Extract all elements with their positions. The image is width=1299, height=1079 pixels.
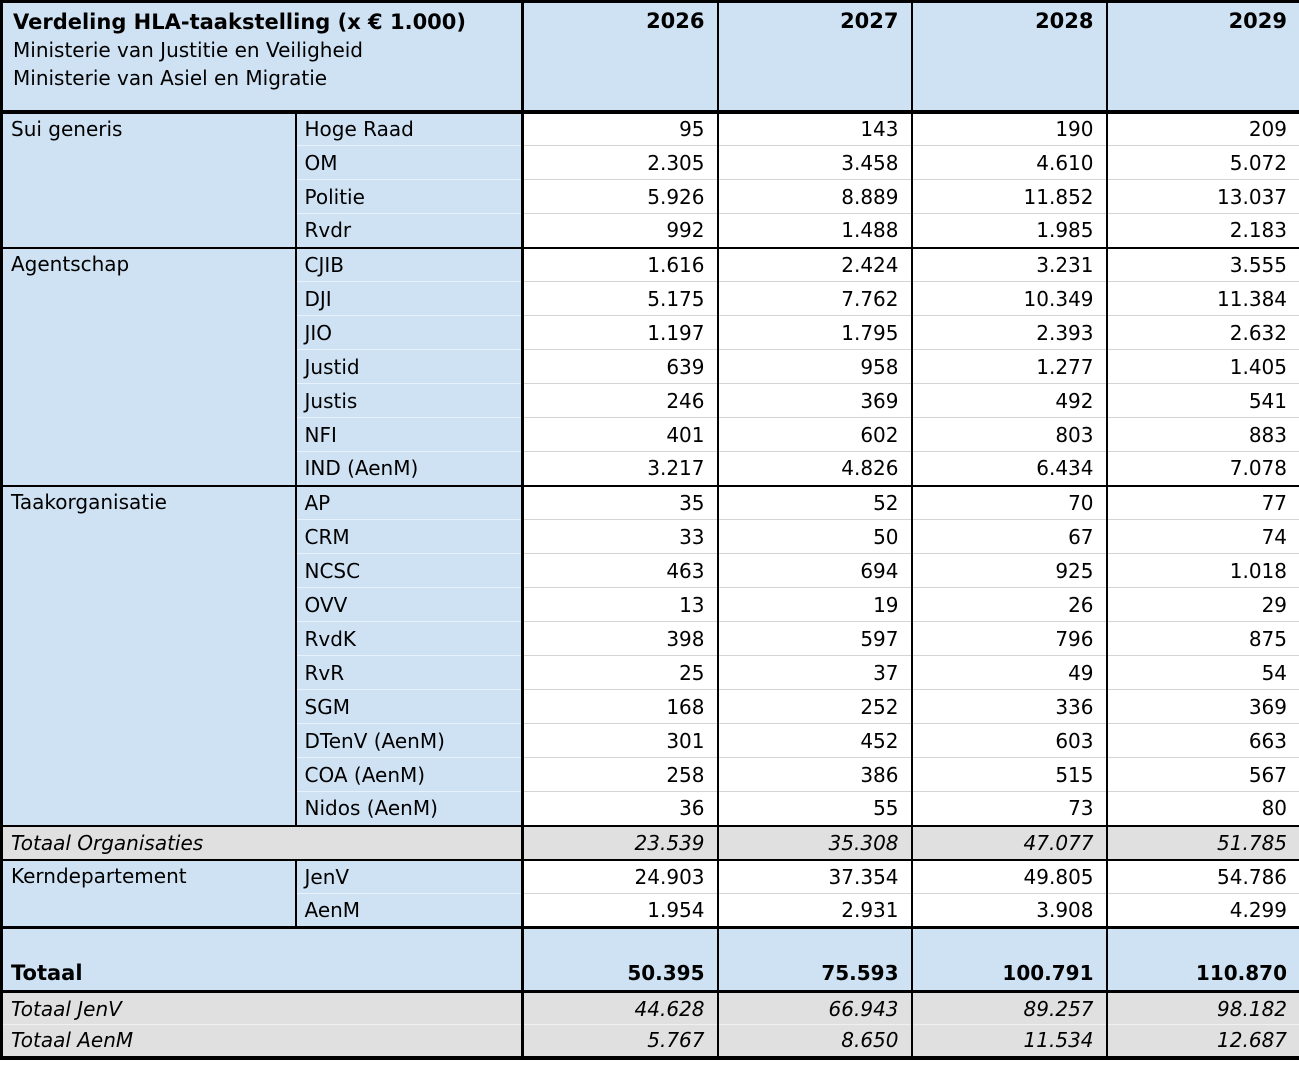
- value-cell: 4.299: [1107, 894, 1299, 928]
- value-cell: 796: [912, 622, 1107, 656]
- value-cell: 110.870: [1107, 928, 1299, 992]
- value-cell: 11.534: [912, 1025, 1107, 1058]
- org-label-cell: COA (AenM): [296, 758, 523, 792]
- value-cell: 26: [912, 588, 1107, 622]
- value-cell: 5.072: [1107, 146, 1299, 180]
- value-cell: 33: [523, 520, 718, 554]
- value-cell: 1.405: [1107, 350, 1299, 384]
- total-row-label: Totaal AenM: [2, 1025, 523, 1058]
- value-cell: 5.767: [523, 1025, 718, 1058]
- value-cell: 4.826: [718, 452, 912, 486]
- org-label-cell: SGM: [296, 690, 523, 724]
- value-cell: 246: [523, 384, 718, 418]
- value-cell: 75.593: [718, 928, 912, 992]
- value-cell: 258: [523, 758, 718, 792]
- value-cell: 52: [718, 486, 912, 520]
- org-label-cell: Politie: [296, 180, 523, 214]
- value-cell: 23.539: [523, 826, 718, 860]
- value-cell: 515: [912, 758, 1107, 792]
- value-cell: 11.852: [912, 180, 1107, 214]
- value-cell: 398: [523, 622, 718, 656]
- category-cell-sui-generis: Sui generis: [2, 112, 296, 248]
- value-cell: 12.687: [1107, 1025, 1299, 1058]
- table-row: [2, 486, 1299, 520]
- total-organisaties-row: [2, 826, 1299, 860]
- category-cell-agentschap: Agentschap: [2, 248, 296, 486]
- org-label-cell: NCSC: [296, 554, 523, 588]
- year-header-2028: 2028: [912, 2, 1107, 112]
- value-cell: 11.384: [1107, 282, 1299, 316]
- value-cell: 168: [523, 690, 718, 724]
- value-cell: 100.791: [912, 928, 1107, 992]
- value-cell: 639: [523, 350, 718, 384]
- value-cell: 80: [1107, 792, 1299, 826]
- ministry-line-asiel: Ministerie van Asiel en Migratie: [13, 66, 328, 91]
- value-cell: 1.795: [718, 316, 912, 350]
- value-cell: 567: [1107, 758, 1299, 792]
- value-cell: 74: [1107, 520, 1299, 554]
- org-label-cell: CRM: [296, 520, 523, 554]
- value-cell: 51.785: [1107, 826, 1299, 860]
- value-cell: 369: [718, 384, 912, 418]
- table-row: [2, 112, 1299, 146]
- value-cell: 336: [912, 690, 1107, 724]
- value-cell: 19: [718, 588, 912, 622]
- value-cell: 7.078: [1107, 452, 1299, 486]
- value-cell: 50.395: [523, 928, 718, 992]
- org-label-cell: OM: [296, 146, 523, 180]
- total-jenv-row: [2, 992, 1299, 1025]
- value-cell: 95: [523, 112, 718, 146]
- value-cell: 5.926: [523, 180, 718, 214]
- table-row: [2, 860, 1299, 894]
- value-cell: 7.762: [718, 282, 912, 316]
- org-label-cell: JenV: [296, 860, 523, 894]
- value-cell: 597: [718, 622, 912, 656]
- value-cell: 803: [912, 418, 1107, 452]
- value-cell: 2.305: [523, 146, 718, 180]
- org-label-cell: Justid: [296, 350, 523, 384]
- value-cell: 143: [718, 112, 912, 146]
- value-cell: 55: [718, 792, 912, 826]
- org-label-cell: IND (AenM): [296, 452, 523, 486]
- org-label-cell: Rvdr: [296, 214, 523, 248]
- value-cell: 2.632: [1107, 316, 1299, 350]
- value-cell: 3.458: [718, 146, 912, 180]
- value-cell: 883: [1107, 418, 1299, 452]
- table-title-cell: [2, 2, 523, 112]
- value-cell: 8.650: [718, 1025, 912, 1058]
- value-cell: 1.954: [523, 894, 718, 928]
- value-cell: 13: [523, 588, 718, 622]
- org-label-cell: AP: [296, 486, 523, 520]
- value-cell: 89.257: [912, 992, 1107, 1025]
- value-cell: 209: [1107, 112, 1299, 146]
- value-cell: 694: [718, 554, 912, 588]
- org-label-cell: DJI: [296, 282, 523, 316]
- value-cell: 663: [1107, 724, 1299, 758]
- value-cell: 1.985: [912, 214, 1107, 248]
- year-header-2029: 2029: [1107, 2, 1299, 112]
- value-cell: 77: [1107, 486, 1299, 520]
- year-header-2026: 2026: [523, 2, 718, 112]
- category-cell-taakorganisatie: Taakorganisatie: [2, 486, 296, 826]
- value-cell: 603: [912, 724, 1107, 758]
- value-cell: 252: [718, 690, 912, 724]
- org-label-cell: DTenV (AenM): [296, 724, 523, 758]
- value-cell: 49: [912, 656, 1107, 690]
- header-row: [2, 2, 1299, 112]
- value-cell: 73: [912, 792, 1107, 826]
- value-cell: 463: [523, 554, 718, 588]
- table-row: [2, 248, 1299, 282]
- total-row-label: Totaal Organisaties: [2, 826, 523, 860]
- value-cell: 54: [1107, 656, 1299, 690]
- value-cell: 602: [718, 418, 912, 452]
- value-cell: 1.616: [523, 248, 718, 282]
- value-cell: 6.434: [912, 452, 1107, 486]
- year-header-2027: 2027: [718, 2, 912, 112]
- value-cell: 369: [1107, 690, 1299, 724]
- value-cell: 3.231: [912, 248, 1107, 282]
- value-cell: 8.889: [718, 180, 912, 214]
- value-cell: 4.610: [912, 146, 1107, 180]
- value-cell: 50: [718, 520, 912, 554]
- org-label-cell: Justis: [296, 384, 523, 418]
- value-cell: 992: [523, 214, 718, 248]
- total-row-label: Totaal JenV: [2, 992, 523, 1025]
- category-cell-kerndepartement: Kerndepartement: [2, 860, 296, 928]
- total-aenm-row: [2, 1025, 1299, 1058]
- value-cell: 24.903: [523, 860, 718, 894]
- value-cell: 401: [523, 418, 718, 452]
- value-cell: 452: [718, 724, 912, 758]
- org-label-cell: Nidos (AenM): [296, 792, 523, 826]
- value-cell: 541: [1107, 384, 1299, 418]
- value-cell: 66.943: [718, 992, 912, 1025]
- value-cell: 1.488: [718, 214, 912, 248]
- value-cell: 190: [912, 112, 1107, 146]
- value-cell: 36: [523, 792, 718, 826]
- value-cell: 3.217: [523, 452, 718, 486]
- grand-total-row: [2, 928, 1299, 992]
- value-cell: 13.037: [1107, 180, 1299, 214]
- table-title: Verdeling HLA-taakstelling (x € 1.000): [13, 10, 467, 34]
- value-cell: 875: [1107, 622, 1299, 656]
- value-cell: 386: [718, 758, 912, 792]
- value-cell: 67: [912, 520, 1107, 554]
- value-cell: 70: [912, 486, 1107, 520]
- value-cell: 10.349: [912, 282, 1107, 316]
- value-cell: 5.175: [523, 282, 718, 316]
- value-cell: 37.354: [718, 860, 912, 894]
- org-label-cell: NFI: [296, 418, 523, 452]
- value-cell: 25: [523, 656, 718, 690]
- value-cell: 2.183: [1107, 214, 1299, 248]
- org-label-cell: OVV: [296, 588, 523, 622]
- value-cell: 2.393: [912, 316, 1107, 350]
- value-cell: 1.018: [1107, 554, 1299, 588]
- value-cell: 2.931: [718, 894, 912, 928]
- value-cell: 925: [912, 554, 1107, 588]
- org-label-cell: Hoge Raad: [296, 112, 523, 146]
- value-cell: 47.077: [912, 826, 1107, 860]
- value-cell: 2.424: [718, 248, 912, 282]
- value-cell: 3.908: [912, 894, 1107, 928]
- value-cell: 29: [1107, 588, 1299, 622]
- org-label-cell: JIO: [296, 316, 523, 350]
- value-cell: 35.308: [718, 826, 912, 860]
- value-cell: 44.628: [523, 992, 718, 1025]
- value-cell: 35: [523, 486, 718, 520]
- value-cell: 301: [523, 724, 718, 758]
- org-label-cell: RvR: [296, 656, 523, 690]
- org-label-cell: RvdK: [296, 622, 523, 656]
- value-cell: 1.197: [523, 316, 718, 350]
- value-cell: 958: [718, 350, 912, 384]
- value-cell: 1.277: [912, 350, 1107, 384]
- value-cell: 54.786: [1107, 860, 1299, 894]
- value-cell: 49.805: [912, 860, 1107, 894]
- ministry-line-justitie: Ministerie van Justitie en Veiligheid: [13, 38, 363, 63]
- grand-total-label: Totaal: [2, 928, 523, 992]
- value-cell: 37: [718, 656, 912, 690]
- value-cell: 492: [912, 384, 1107, 418]
- value-cell: 98.182: [1107, 992, 1299, 1025]
- org-label-cell: AenM: [296, 894, 523, 928]
- org-label-cell: CJIB: [296, 248, 523, 282]
- value-cell: 3.555: [1107, 248, 1299, 282]
